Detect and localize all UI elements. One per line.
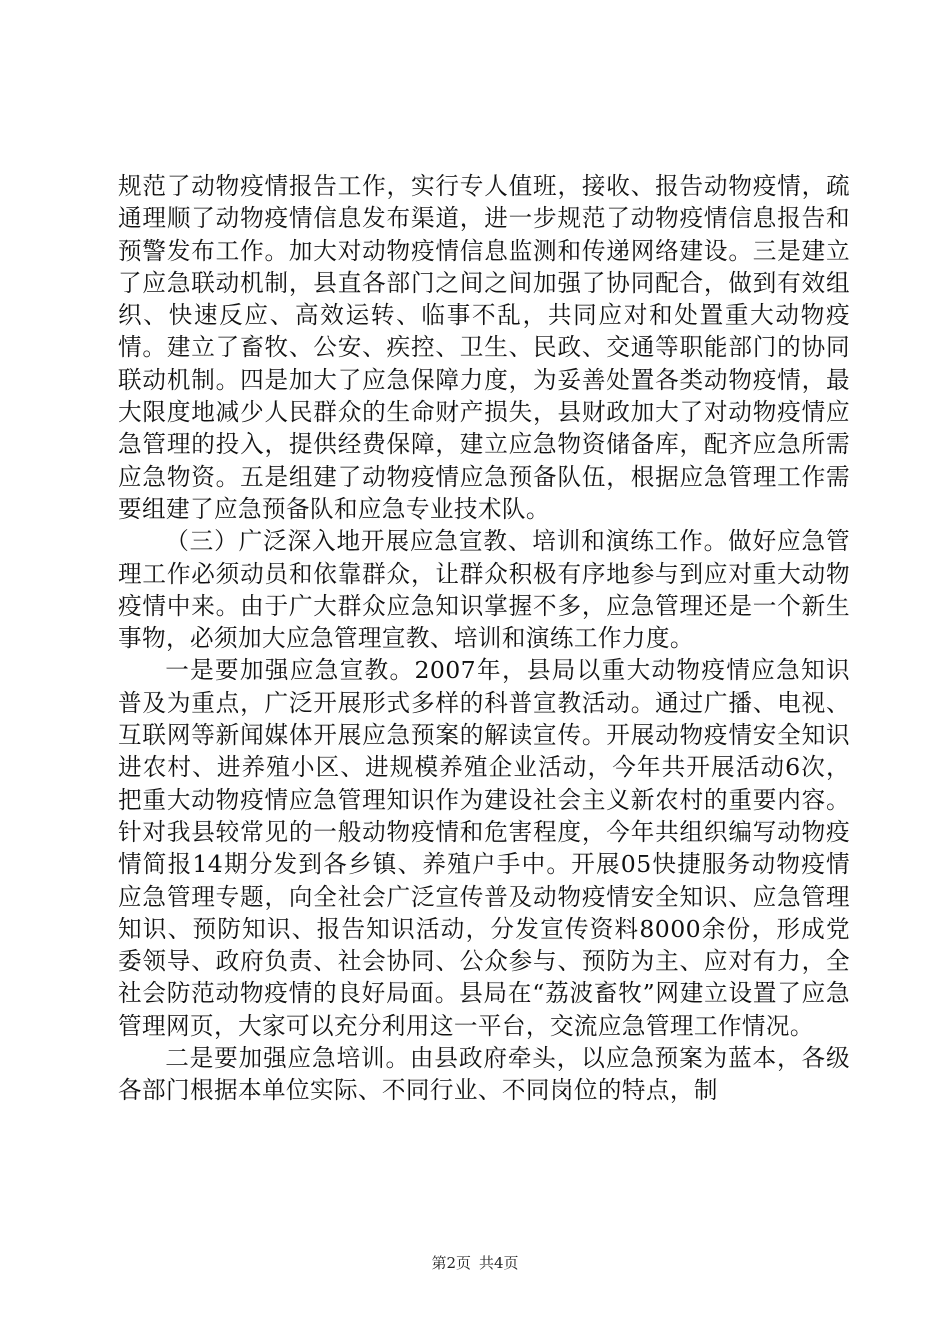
document-body	[118, 170, 850, 1107]
page-footer	[0, 1253, 950, 1273]
paragraph-training: 二是要加强应急培训。由县政府牵头，以应急预案为蓝本，各级各部门根据本单位实际、不同行业、不同岗位的特点，制	[118, 1044, 850, 1105]
paragraph-continued: 规范了动物疫情报告工作，实行专人值班，接收、报告动物疫情，疏通理顺了动物疫情信息发布渠道，进一步规范了动物疫情信息报告和预警发布工作。加大对动物疫情信息监测和传递网络建设。三是建立了应急联动机制，县直各部门之间之间加强了协同配合，做到有效组织、快速反应、高效运转、临事不乱，共同应对和处置重大动物疫情。建立了畜牧、公安、疾控、卫生、民政、交通等职能部门的协同联动机制。四是加大了应急保障力度，为妥善处置各类动物疫情，最大限度地减少人民群众的生命财产损失，县财政加大了对动物疫情应急管理的投入，提供经费保障，建立应急物资储备库，配齐应急所需应急物资。五是组建了动物疫情应急预备队伍，根据应急管理工作需要组建了应急预备队和应急专业技术队。	[118, 172, 850, 523]
paragraph-education: 一是要加强应急宣教。2007年，县局以重大动物疫情应急知识普及为重点，广泛开展形式多样的科普宣教活动。通过广播、电视、互联网等新闻媒体开展应急预案的解读宣传。开展动物疫情安全知识进农村、进养殖小区、进规模养殖企业活动，今年共开展活动6次，把重大动物疫情应急管理知识作为建设社会主义新农村的重要内容。针对我县较常见的一般动物疫情和危害程度，今年共组织编写动物疫情简报14期分发到各乡镇、养殖户手中。开展05快捷服务动物疫情应急管理专题，向全社会广泛宣传普及动物疫情安全知识、应急管理知识、预防知识、报告知识活动，分发宣传资料8000余份，形成党委领导、政府负责、社会协同、公众参与、预防为主、应对有力，全社会防范动物疫情的良好局面。县局在“荔波畜牧”网建立设置了应急管理网页，大家可以充分利用这一平台，交流应急管理工作情况。	[118, 656, 850, 1040]
page-total: 共4页	[479, 1254, 519, 1272]
paragraph-section-three: （三）广泛深入地开展应急宣教、培训和演练工作。做好应急管理工作必须动员和依靠群众，让群众积极有序地参与到应对重大动物疫情中来。由于广大群众应急知识掌握不多，应急管理还是一个新生事物，必须加大应急管理宣教、培训和演练工作力度。	[118, 527, 850, 653]
page-number: 第2页	[431, 1254, 471, 1272]
